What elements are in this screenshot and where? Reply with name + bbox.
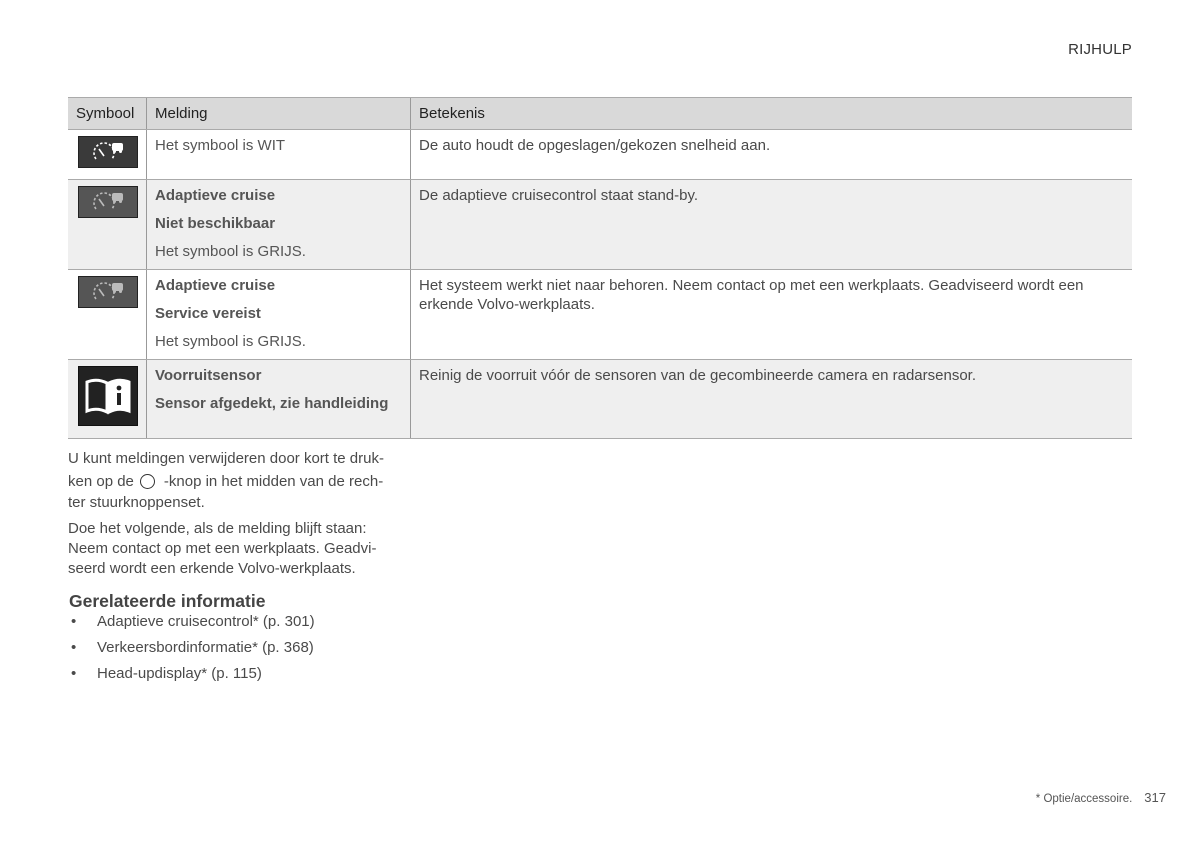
message-title: Adaptieve cruise — [155, 187, 276, 204]
header-message: Melding — [147, 98, 411, 130]
table-row — [68, 130, 1132, 180]
related-link-label: Head-updisplay* (p. 115) — [97, 665, 262, 682]
page-number: 317 — [1144, 790, 1166, 805]
symbol-table — [68, 97, 1132, 439]
text-line: Neem contact op met een werkplaats. Geadvi- — [68, 540, 377, 557]
section-header: RIJHULP — [1068, 41, 1132, 58]
instruction-paragraph — [68, 449, 398, 513]
text-fragment: ken op de — [68, 472, 134, 490]
message-plain: Het symbool is GRIJS. — [155, 333, 306, 350]
message-subtitle: Service vereist — [155, 305, 261, 322]
cruise-control-icon — [78, 136, 138, 168]
related-link[interactable] — [69, 638, 315, 664]
related-link[interactable] — [69, 664, 315, 690]
text-line — [68, 471, 398, 493]
symbol-cell — [68, 130, 147, 180]
advice-paragraph — [68, 519, 398, 579]
related-info-list — [69, 612, 315, 690]
bullet-icon: • — [71, 613, 77, 630]
text-fragment: -knop in het midden van de rech- — [163, 472, 384, 490]
symbol-cell — [68, 270, 147, 360]
message-subtitle: Niet beschikbaar — [155, 215, 276, 232]
text-line: Doe het volgende, als de melding blijft staan: — [68, 520, 367, 537]
message-subtitle: Sensor afgedekt, zie handleiding — [155, 395, 389, 412]
cruise-control-icon — [78, 186, 138, 218]
bullet-icon: • — [71, 665, 77, 682]
header-symbol: Symbool — [68, 98, 147, 130]
bullet-icon: • — [71, 639, 77, 656]
message-cell — [147, 180, 411, 270]
message-title: Voorruitsensor — [155, 367, 262, 384]
table-row — [68, 360, 1132, 439]
message-cell — [147, 130, 411, 180]
text-line: seerd wordt een erkende Volvo-werkplaats. — [68, 560, 356, 577]
text-line: U kunt meldingen verwijderen door kort te druk- — [68, 450, 384, 467]
message-plain: Het symbool is GRIJS. — [155, 243, 306, 260]
footnote: * Optie/accessoire. — [1035, 793, 1133, 805]
meaning-cell: De adaptieve cruisecontrol staat stand-by. — [411, 180, 1133, 270]
page-footer — [1036, 790, 1166, 805]
message-plain: Het symbool is WIT — [155, 137, 286, 154]
meaning-cell: Reinig de voorruit vóór de sensoren van de gecombineerde camera en radarsensor. — [411, 360, 1133, 439]
symbol-cell — [68, 360, 147, 439]
table-header-row — [68, 98, 1132, 130]
cruise-control-icon — [78, 276, 138, 308]
manual-book-icon — [78, 366, 138, 426]
message-cell — [147, 360, 411, 439]
related-link-label: Verkeersbordinformatie* (p. 368) — [97, 639, 314, 656]
text-line: ter stuurknoppenset. — [68, 494, 205, 511]
related-link[interactable] — [69, 612, 315, 638]
related-info-title: Gerelateerde informatie — [69, 591, 266, 611]
meaning-cell: Het systeem werkt niet naar behoren. Neem contact op met een werkplaats. Geadviseerd wordt een erkende Volvo-werkplaats. — [411, 270, 1133, 360]
symbol-cell — [68, 180, 147, 270]
steering-knob-icon — [134, 471, 164, 493]
meaning-cell: De auto houdt de opgeslagen/gekozen snelheid aan. — [411, 130, 1133, 180]
table-row — [68, 270, 1132, 360]
header-meaning: Betekenis — [411, 98, 1133, 130]
message-cell — [147, 270, 411, 360]
table-row — [68, 180, 1132, 270]
related-link-label: Adaptieve cruisecontrol* (p. 301) — [97, 613, 315, 630]
message-title: Adaptieve cruise — [155, 277, 276, 294]
